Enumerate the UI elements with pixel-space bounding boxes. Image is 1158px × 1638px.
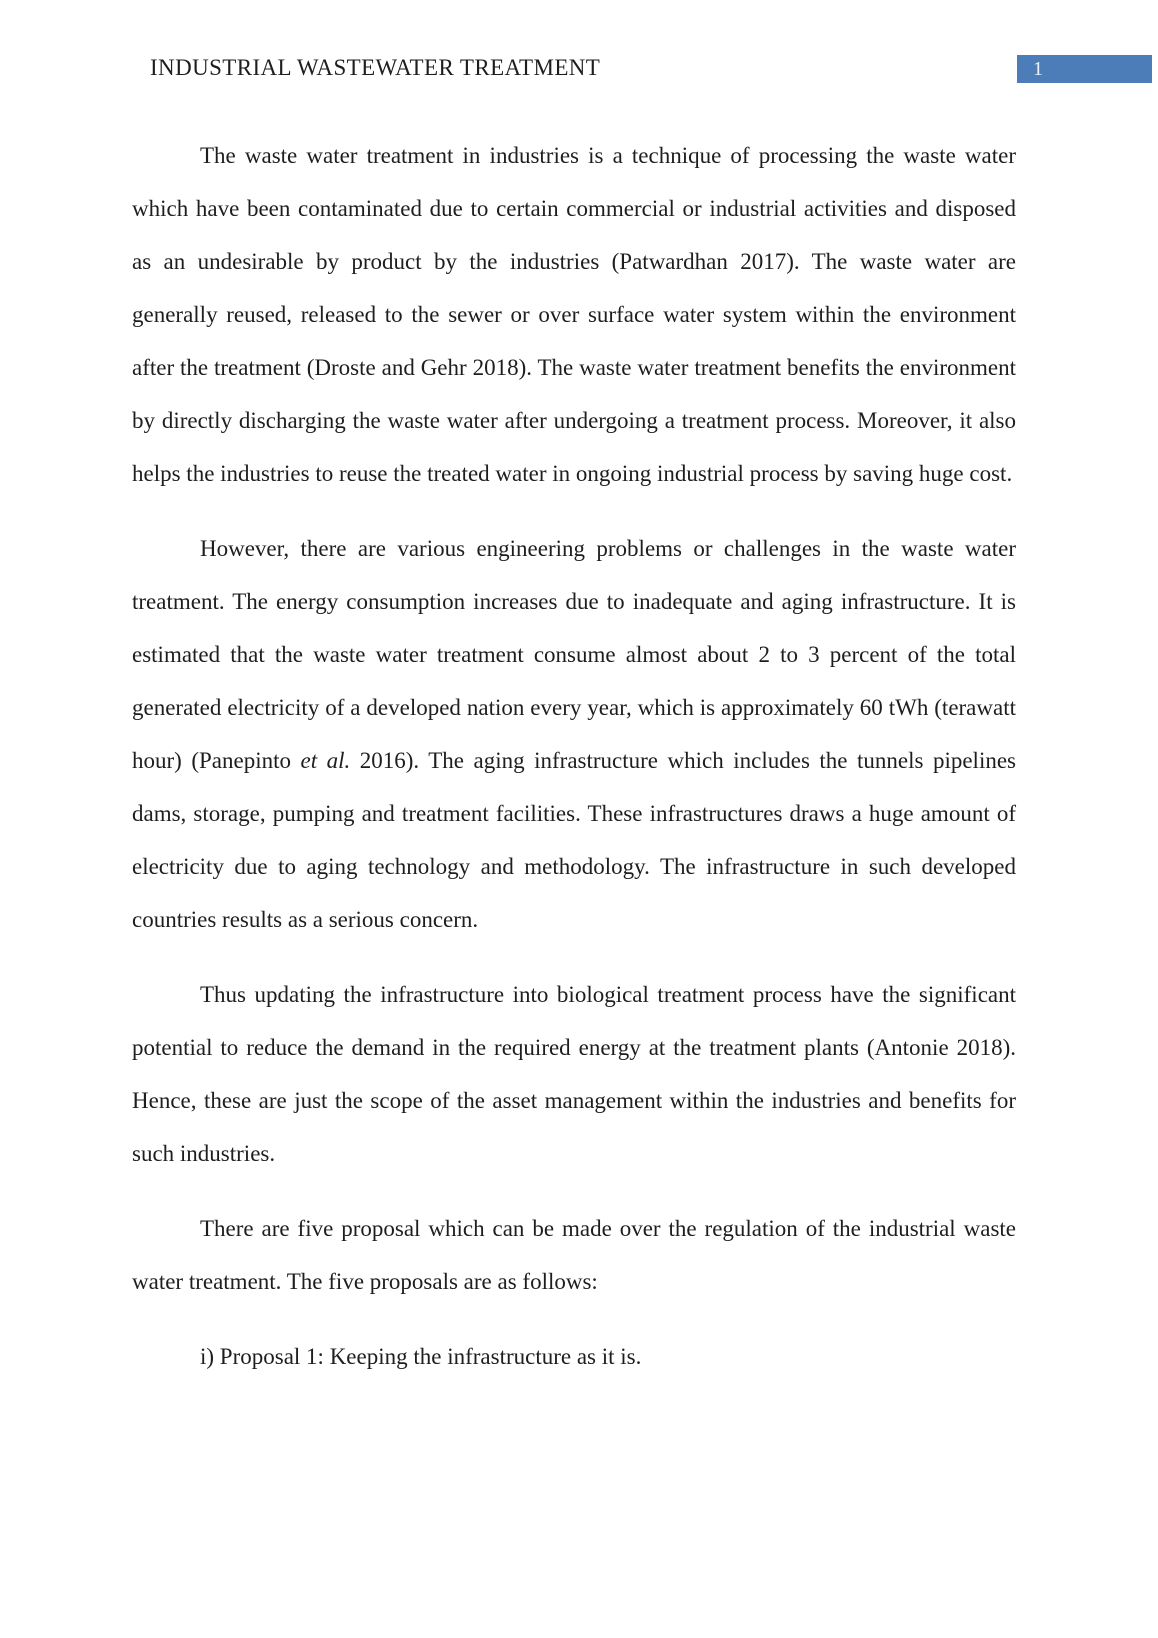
document-body [132,129,1016,1405]
proposal-1-item: i) Proposal 1: Keeping the infrastructure as it is. [200,1344,642,1369]
page-number: 1 [1033,58,1043,80]
running-head-title: INDUSTRIAL WASTEWATER TREATMENT [150,55,601,80]
paragraph-intro: The waste water treatment in industries is a technique of processing the waste water which have been contaminated due to certain commercial or industrial activities and disposed as an undesirable by product by the industries (Patwardhan 2017). The waste water are generally reused, released to the sewer or over surface water system within the environment after the treatment (Droste and Gehr 2018). The waste water treatment benefits the environment by directly discharging the waste water after undergoing a treatment process. Moreover, it also helps the industries to reuse the treated water in ongoing industrial process by saving huge cost. [132,143,1016,486]
paragraph-biological-treatment: Thus updating the infrastructure into biological treatment process have the significant potential to reduce the demand in the required energy at the treatment plants (Antonie 2018). Hence, these are just the scope of the asset management within the industries and benefits for such industries. [132,982,1016,1166]
paragraph-challenges: However, there are various engineering problems or challenges in the waste water treatment. The energy consumption increases due to inadequate and aging infrastructure. It is estimated that the waste water treatment consume almost about 2 to 3 percent of the total generated electricity of a developed nation every year, which is approximately 60 tWh (terawatt hour) (Panepinto et al. 2016). The aging infrastructure which includes the tunnels pipelines dams, storage, pumping and treatment facilities. These infrastructures draws a huge amount of electricity due to aging technology and methodology. The infrastructure in such developed countries results as a serious concern. [132,536,1016,932]
page-number-badge [1017,55,1152,83]
paragraph-five-proposals: There are five proposal which can be made over the regulation of the industrial waste water treatment. The five proposals are as follows: [132,1216,1016,1294]
